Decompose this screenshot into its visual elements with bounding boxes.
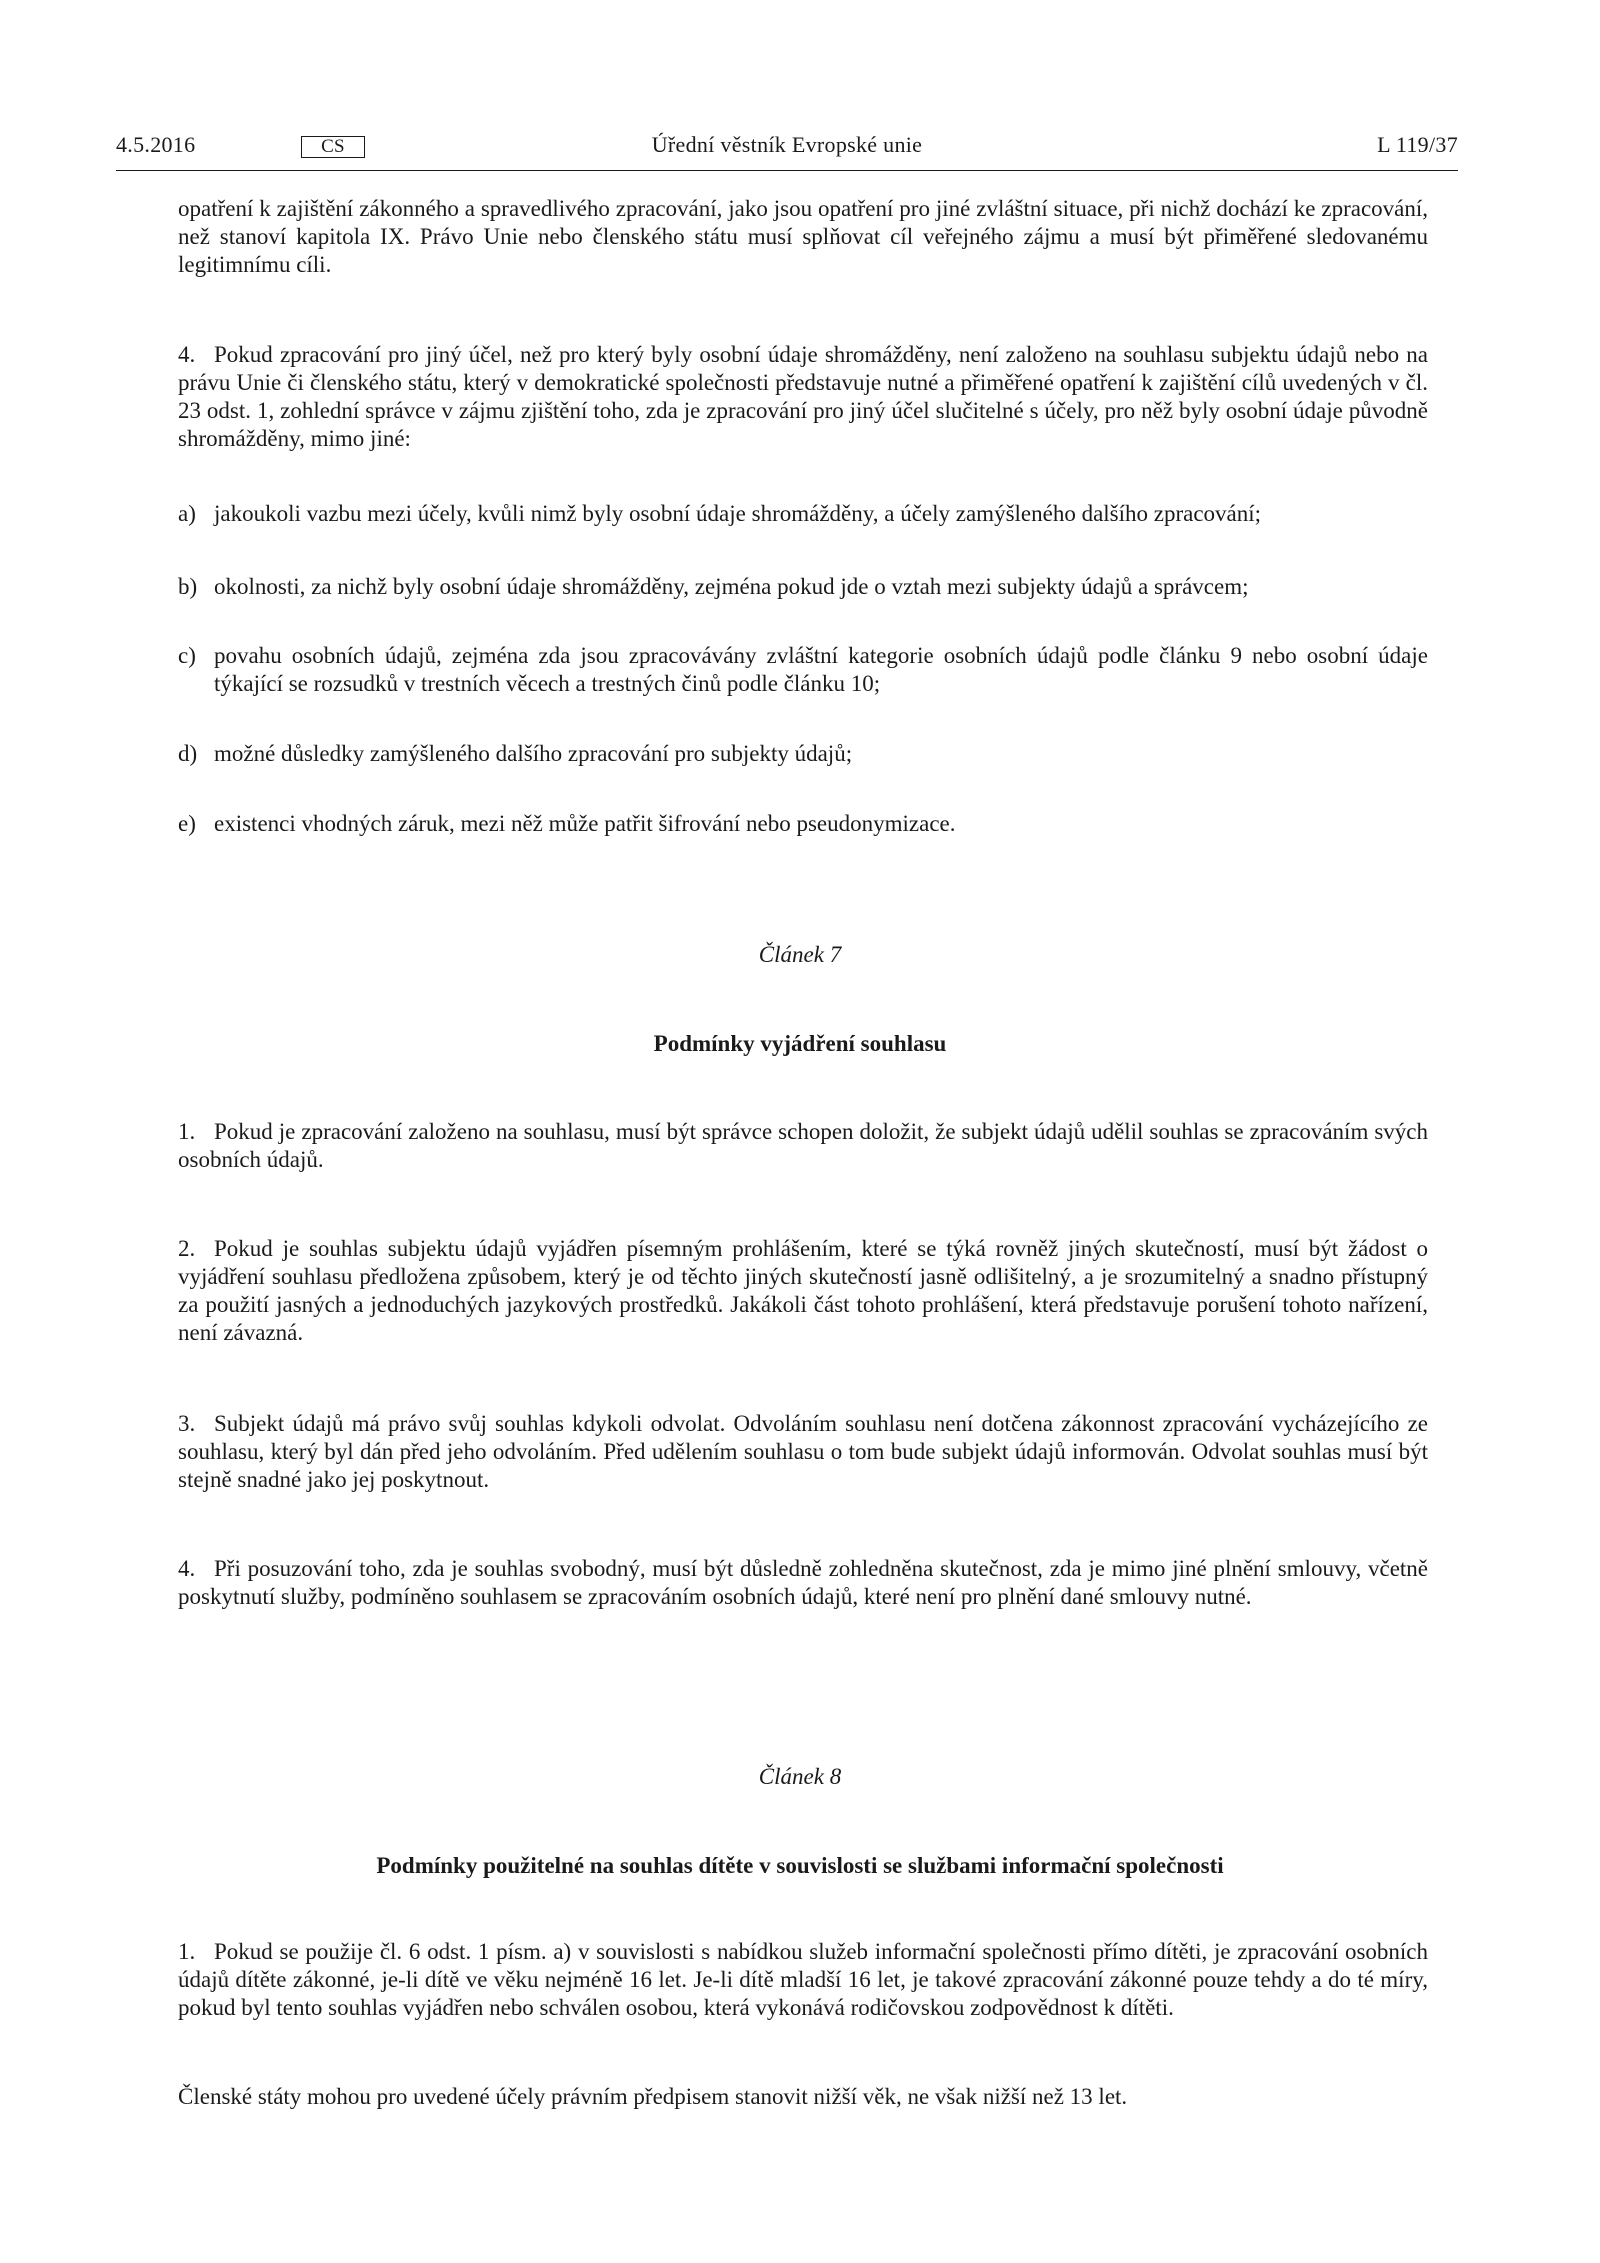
journal-title: Úřední věstník Evropské unie [651,132,923,157]
list-label: d) [178,741,198,766]
article-8-closing-paragraph: Členské státy mohou pro uvedené účely právním předpisem stanovit nižší věk, ne však nižší než 13 let. [178,2084,1128,2109]
article-8-number: Článek 8 [758,1764,842,1789]
list-text: existenci vhodných záruk, mezi něž může patřit šifrování nebo pseudonymizace. [214,811,956,836]
header-rule [116,170,1458,171]
article-7-paragraph-2 [178,1235,1428,1347]
page-reference: L 119/37 [1377,132,1458,157]
list-item-d [178,740,1428,768]
language-box: CS [301,136,365,158]
paragraph-text: Pokud je souhlas subjektu údajů vyjádřen písemným prohlášením, které se týká rovněž jiných skutečností, musí být žádost o vyjádření souhlasu předložena způsobem, který je od těchto jiných skutečností jasně odlišitelný, a je srozumitelný a snadno přístupný za použití jasných a jednoduchých jazykových prostředků. Jakákoli část tohoto prohlášení, která představuje porušení tohoto nařízení, není závazná. [178,1236,1428,1345]
paragraph-number: 4. [178,1556,196,1581]
list-label: e) [178,811,196,836]
publication-date: 4.5.2016 [116,132,196,157]
article-7-paragraph-1 [178,1118,1428,1174]
paragraph-number: 4. [178,342,196,367]
article-7-title: Podmínky vyjádření souhlasu [653,1031,947,1056]
list-text: jakoukoli vazbu mezi účely, kvůli nimž byly osobní údaje shromážděny, a účely zamýšleného dalšího zpracování; [214,501,1262,526]
list-text: možné důsledky zamýšleného dalšího zpracování pro subjekty údajů; [214,741,853,766]
paragraph-4 [178,341,1428,453]
paragraph-number: 1. [178,1939,196,1964]
page-header [116,132,1458,162]
paragraph-number: 1. [178,1119,196,1144]
list-text: okolnosti, za nichž byly osobní údaje shromážděny, zejména pokud jde o vztah mezi subjekty údajů a správcem; [214,574,1249,599]
paragraph-text: Pokud je zpracování založeno na souhlasu, musí být správce schopen doložit, že subjekt údajů udělil souhlas se zpracováním svých osobních údajů. [178,1119,1428,1172]
list-label: b) [178,574,198,599]
paragraph-text: Subjekt údajů má právo svůj souhlas kdykoli odvolat. Odvoláním souhlasu není dotčena zákonnost zpracování vycházejícího ze souhlasu, který byl dán před jeho odvoláním. Před udělením souhlasu o tom bude subjekt údajů informován. Odvolat souhlas musí být stejně snadné jako jej poskytnout. [178,1411,1428,1492]
paragraph-number: 3. [178,1411,196,1436]
paragraph-text: Pokud se použije čl. 6 odst. 1 písm. a) v souvislosti s nabídkou služeb informační společnosti přímo dítěti, je zpracování osobních údajů dítěte zákonné, je-li dítě ve věku nejméně 16 let. Je-li dítě mladší 16 let, je takové zpracování zákonné pouze tehdy a do té míry, pokud byl tento souhlas vyjádřen nebo schválen osobou, která vykonává rodičovskou zodpovědnost k dítěti. [178,1939,1428,2020]
list-label: c) [178,643,196,668]
continuation-paragraph: opatření k zajištění zákonného a spravedlivého zpracování, jako jsou opatření pro jiné zvláštní situace, při nichž dochází ke zpracování, než stanoví kapitola IX. Právo Unie nebo členského státu musí splňovat cíl veřejného zájmu a musí být přiměřené sledovanému legitimnímu cíli. [178,196,1428,277]
list-item-b [178,573,1428,601]
paragraph-text: Při posuzování toho, zda je souhlas svobodný, musí být důsledně zohledněna skutečnost, zda je mimo jiné plnění smlouvy, včetně poskytnutí služby, podmíněno souhlasem se zpracováním osobních údajů, které není pro plnění dané smlouvy nutné. [178,1556,1428,1609]
list-item-a [178,500,1428,528]
article-7-paragraph-4 [178,1555,1428,1611]
list-text: povahu osobních údajů, zejména zda jsou zpracovávány zvláštní kategorie osobních údajů podle článku 9 nebo osobní údaje týkající se rozsudků v trestních věcech a trestných činů podle článku 10; [214,643,1428,696]
list-item-c [178,642,1428,698]
article-8-title: Podmínky použitelné na souhlas dítěte v souvislosti se službami informační společnosti [376,1853,1224,1878]
article-8-paragraph-1 [178,1938,1428,2022]
list-label: a) [178,501,196,526]
article-7-number: Článek 7 [758,942,842,967]
paragraph-number: 2. [178,1236,196,1261]
article-7-paragraph-3 [178,1410,1428,1494]
paragraph-text: Pokud zpracování pro jiný účel, než pro který byly osobní údaje shromážděny, není založeno na souhlasu subjektu údajů nebo na právu Unie či členského státu, který v demokratické společnosti představuje nutné a přiměřené opatření k zajištění cílů uvedených v čl. 23 odst. 1, zohlední správce v zájmu zjištění toho, zda je zpracování pro jiný účel slučitelné s účely, pro něž byly osobní údaje původně shromážděny, mimo jiné: [178,342,1428,451]
list-item-e [178,810,1428,838]
